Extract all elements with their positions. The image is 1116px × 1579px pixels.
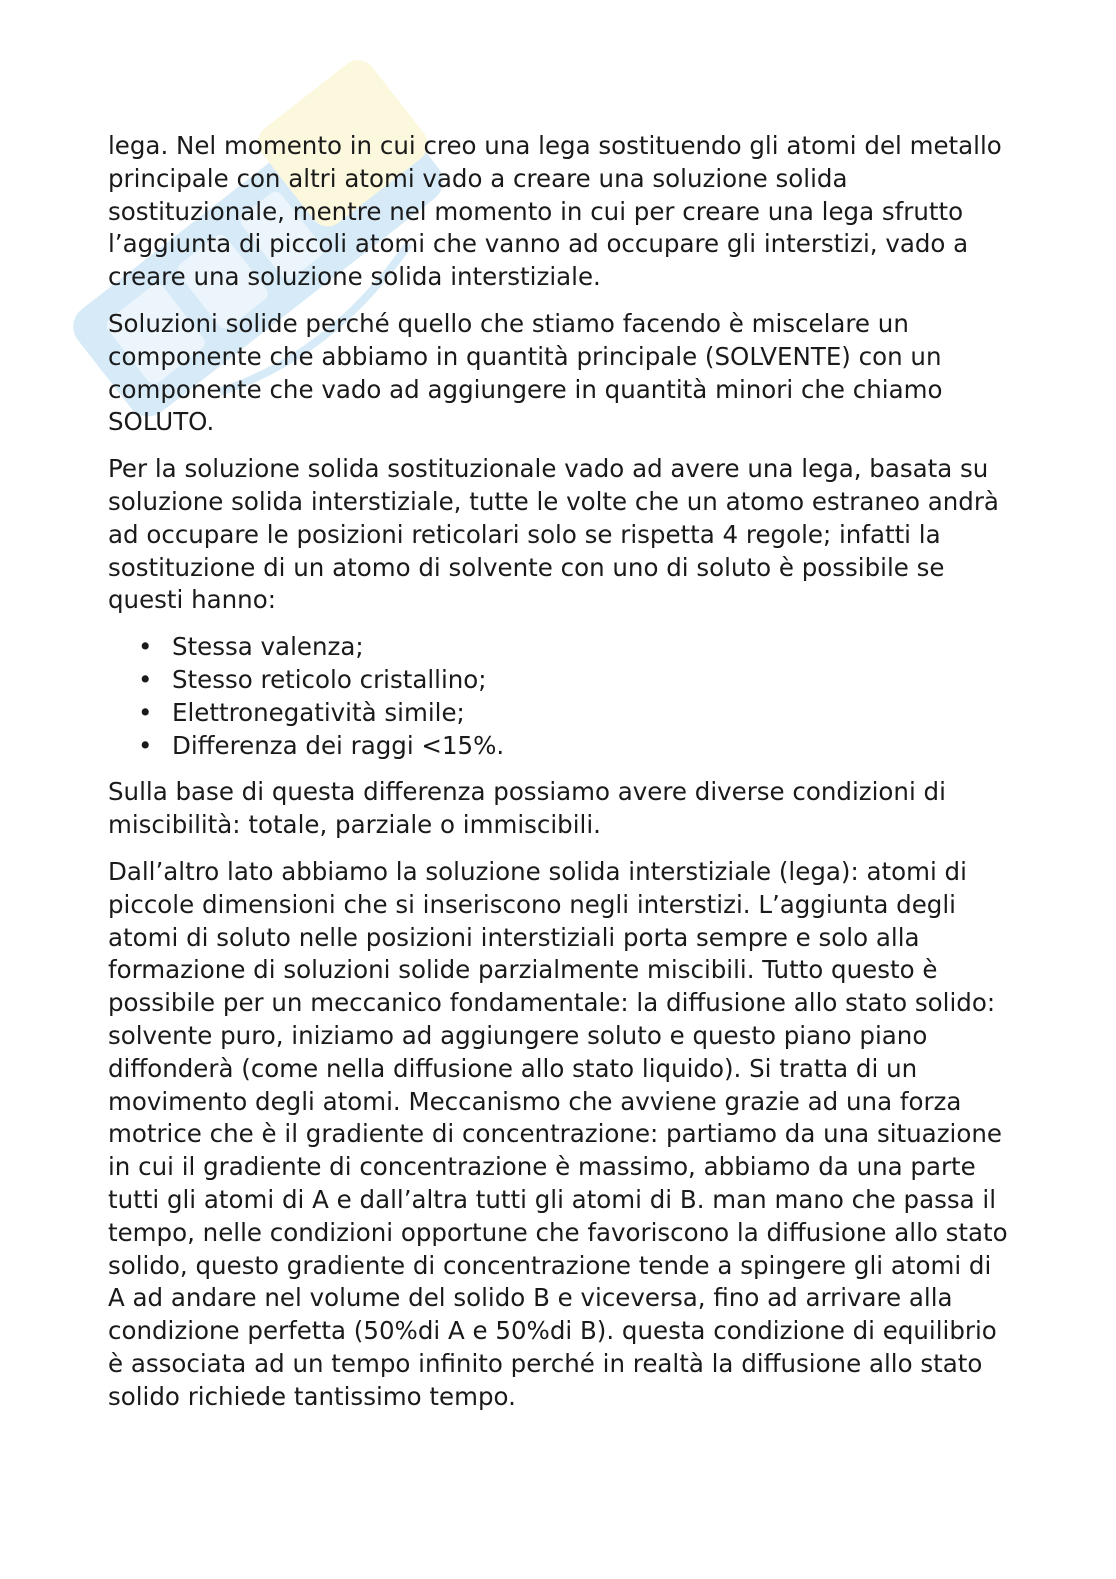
rules-list <box>108 631 1008 762</box>
list-item: • Stessa valenza; <box>172 631 1008 664</box>
paragraph: lega. Nel momento in cui creo una lega sostituendo gli atomi del metallo principale con altri atomi vado a creare una soluzione solida sostituzionale, mentre nel momento in cui per creare una lega sfrutto l’aggiunta di piccoli atomi che vanno ad occupare gli interstizi, vado a creare una soluzione solida interstiziale. <box>108 131 1002 292</box>
paragraph: Sulla base di questa differenza possiamo avere diverse condizioni di miscibilità: totale, parziale o immiscibili. <box>108 777 946 840</box>
document-body <box>108 130 1008 1427</box>
paragraph: Per la soluzione solida sostituzionale vado ad avere una lega, basata su soluzione solida interstiziale, tutte le volte che un atomo estraneo andrà ad occupare le posizioni reticolari solo se rispetta 4 regole; infatti la sostituzione di un atomo di solvente con uno di soluto è possibile se questi hanno: <box>108 454 999 615</box>
paragraph: Dall’altro lato abbiamo la soluzione solida interstiziale (lega): atomi di piccole dimensioni che si inseriscono negli interstizi. L’aggiunta degli atomi di soluto nelle posizioni interstiziali porta sempre e solo alla formazione di soluzioni solide parzialmente miscibili. Tutto questo è possibile per un meccanico fondamentale: la diffusione allo stato solido: solvente puro, iniziamo ad aggiungere soluto e questo piano piano diffonderà (come nella diffusione allo stato liquido). Si tratta di un movimento degli atomi. Meccanismo che avviene grazie ad una forza motrice che è il gradiente di concentrazione: partiamo da una situazione in cui il gradiente di concentrazione è massimo, abbiamo da una parte tutti gli atomi di A e dall’altra tutti gli atomi di B. man mano che passa il tempo, nelle condizioni opportune che favoriscono la diffusione allo stato solido, questo gradiente di concentrazione tende a spingere gli atomi di A ad andare nel volume del solido B e viceversa, fino ad arrivare alla condizione perfetta (50%di A e 50%di B). questa condizione di equilibrio è associata ad un tempo infinito perché in realtà la diffusione allo stato solido richiede tantissimo tempo. <box>108 856 1008 1411</box>
list-item: • Elettronegatività simile; <box>172 697 1008 730</box>
list-item: • Differenza dei raggi <15%. <box>172 730 1008 763</box>
list-item: • Stesso reticolo cristallino; <box>172 664 1008 697</box>
paragraph: Soluzioni solide perché quello che stiamo facendo è miscelare un componente che abbiamo in quantità principale (SOLVENTE) con un componente che vado ad aggiungere in quantità minori che chiamo SOLUTO. <box>108 308 943 437</box>
